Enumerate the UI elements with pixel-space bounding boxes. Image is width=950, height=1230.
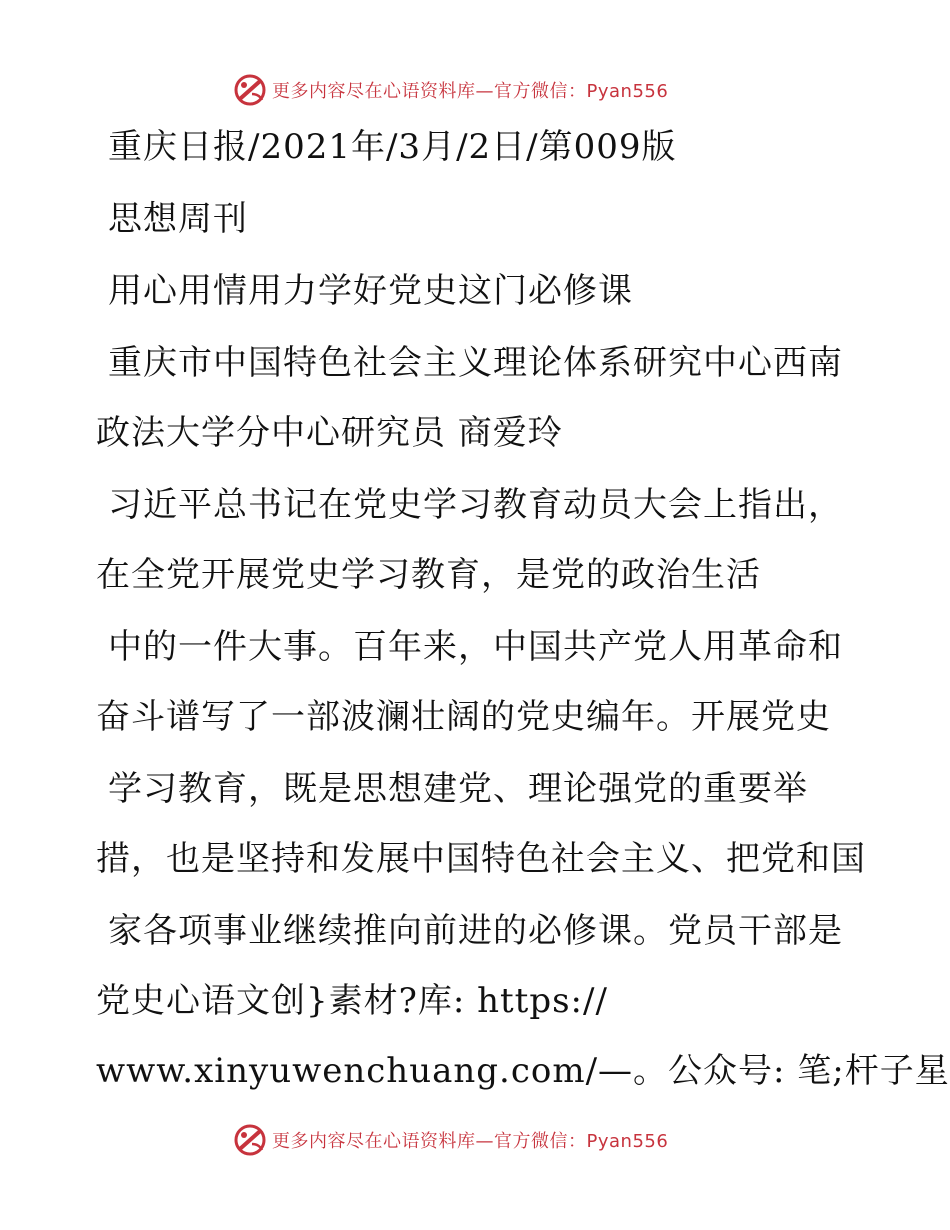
author-line: 重庆市中国特色社会主义理论体系研究中心西南 [108, 343, 843, 383]
section-name: 思想周刊 [108, 199, 248, 239]
article-headline: 用心用情用力学好党史这门必修课 [108, 271, 633, 311]
watermark-header [232, 70, 668, 110]
logo-icon [232, 72, 268, 108]
author-block [96, 340, 856, 456]
body-line: www.xinyuwenchuang.com/—。公众号: 笔;杆子星 [96, 1051, 950, 1091]
paragraph-2 [96, 624, 856, 740]
paragraph-3 [96, 766, 866, 882]
paragraph-1 [96, 482, 856, 598]
author-line: 政法大学分中心研究员 商爱玲 [96, 413, 563, 453]
watermark-text: 更多内容尽在心语资料库—官方微信：Pyan556 [272, 81, 669, 102]
body-line: 在全党开展党史学习教育，是党的政治生活 [96, 555, 761, 595]
paragraph-4 [96, 908, 950, 1094]
body-line: 习近平总书记在党史学习教育动员大会上指出， [108, 485, 843, 525]
watermark-footer [232, 1120, 668, 1160]
body-line: 学习教育，既是思想建党、理论强党的重要举 [108, 769, 808, 809]
body-line: 中的一件大事。百年来，中国共产党人用革命和 [108, 627, 843, 667]
source-line: 重庆日报/2021年/3月/2日/第009版 [108, 127, 677, 167]
logo-icon [232, 1122, 268, 1158]
body-line: 措，也是坚持和发展中国特色社会主义、把党和国 [96, 839, 866, 879]
body-line: 党史心语文创}素材?库: https:// [96, 981, 608, 1021]
document-body [96, 124, 950, 1120]
body-line: 家各项事业继续推向前进的必修课。党员干部是 [108, 911, 843, 951]
body-line: 奋斗谱写了一部波澜壮阔的党史编年。开展党史 [96, 697, 831, 737]
watermark-text: 更多内容尽在心语资料库—官方微信：Pyan556 [272, 1131, 669, 1152]
